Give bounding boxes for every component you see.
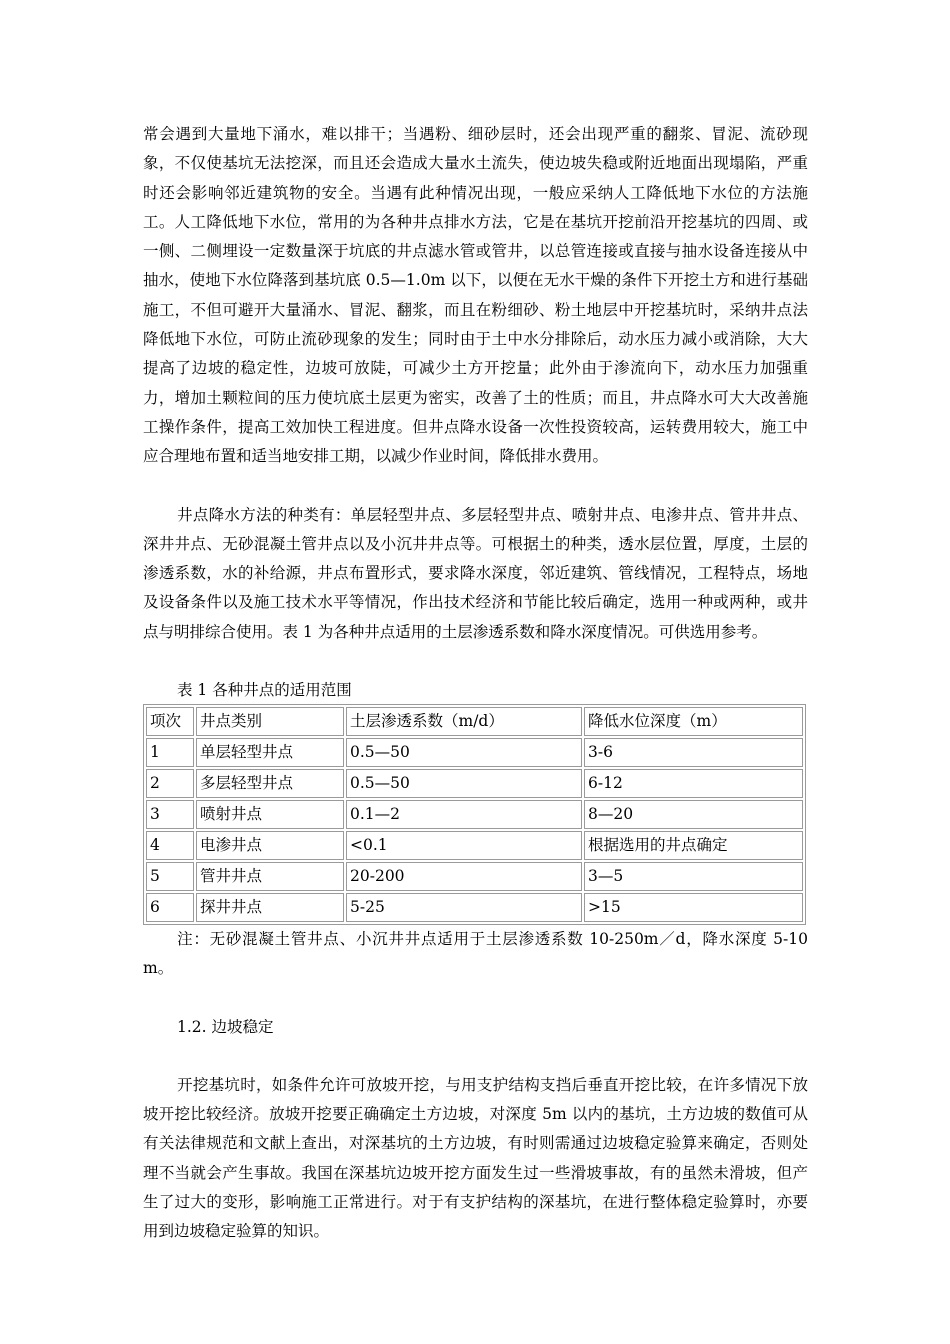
table-cell: 电渗井点 xyxy=(196,831,344,860)
table-cell: 管井井点 xyxy=(196,862,344,891)
table-cell: 3-6 xyxy=(584,738,803,767)
table-cell: 0.5—50 xyxy=(346,738,582,767)
paragraph-groundwater: 常会遇到大量地下涌水，难以排干；当遇粉、细砂层时，还会出现严重的翻浆、冒泥、流砂现象，不仅使基坑无法挖深，而且还会造成大量水土流失，使边坡失稳或附近地面出现塌陷，严重时还会影响邻近建筑物的安全。当遇有此种情况出现，一般应采纳人工降低地下水位的方法施工。人工降低地下水位，常用的为各种井点排水方法，它是在基坑开挖前沿开挖基坑的四周、或一侧、二侧埋设一定数量深于坑底的井点滤水管或管井，以总管连接或直接与抽水设备连接从中抽水，使地下水位降落到基坑底 0.5—1.0m 以下，以便在无水干燥的条件下开挖土方和进行基础施工，不但可避开大量涌水、冒泥、翻浆，而且在粉细砂、粉土地层中开挖基坑时，采纳井点法降低地下水位，可防止流砂现象的发生；同时由于土中水分排除后，动水压力减小或消除，大大提高了边坡的稳定性，边坡可放陡，可减少土方开挖量；此外由于渗流向下，动水压力加强重力，增加土颗粒间的压力使坑底土层更为密实，改善了土的性质；而且，井点降水可大大改善施工操作条件，提高工效加快工程进度。但井点降水设备一次性投资较高，运转费用较大，施工中应合理地布置和适当地安排工期，以减少作业时间，降低排水费用。 xyxy=(143,125,808,466)
table-caption: 表 1 各种井点的适用范围 xyxy=(177,681,352,700)
table-row xyxy=(146,893,803,922)
table-cell: <0.1 xyxy=(346,831,582,860)
table-cell: 单层轻型井点 xyxy=(196,738,344,767)
table-cell: 5 xyxy=(146,862,194,891)
spacer xyxy=(143,647,808,676)
header-cell-index: 项次 xyxy=(146,707,194,736)
table-cell: 3—5 xyxy=(584,862,803,891)
table-cell: 4 xyxy=(146,831,194,860)
paragraph-well-types: 井点降水方法的种类有：单层轻型井点、多层轻型井点、喷射井点、电渗井点、管井井点、深井井点、无砂混凝土管井点以及小沉井井点等。可根据土的种类，透水层位置，厚度，土层的渗透系数，水的补给源，井点布置形式，要求降水深度，邻近建筑、管线情况，工程特点，场地及设备条件以及施工技术水平等情况，作出技术经济和节能比较后确定，选用一种或两种，或井点与明排综合使用。表 1 为各种井点适用的土层渗透系数和降水深度情况。可供选用参考。 xyxy=(143,505,808,641)
table-cell: 0.5—50 xyxy=(346,769,582,798)
well-point-table xyxy=(143,704,806,925)
table-header-row xyxy=(146,707,803,736)
table-cell: 根据选用的井点确定 xyxy=(584,831,803,860)
spacer xyxy=(143,472,808,501)
table-cell: 6 xyxy=(146,893,194,922)
table-note: 注：无砂混凝土管井点、小沉井井点适用于土层渗透系数 10-250m／d，降水深度 5-10m。 xyxy=(143,930,808,978)
table-cell: 5-25 xyxy=(346,893,582,922)
section-heading: 1.2. 边坡稳定 xyxy=(177,1017,274,1036)
table-cell: 1 xyxy=(146,738,194,767)
header-cell-type: 井点类别 xyxy=(196,707,344,736)
table-cell: 3 xyxy=(146,800,194,829)
table-cell: 6-12 xyxy=(584,769,803,798)
table-cell: 0.1—2 xyxy=(346,800,582,829)
table-row xyxy=(146,769,803,798)
table-row xyxy=(146,738,803,767)
table-cell: 8—20 xyxy=(584,800,803,829)
table-row xyxy=(146,800,803,829)
table-cell: 多层轻型井点 xyxy=(196,769,344,798)
header-cell-permeability: 土层渗透系数（m/d） xyxy=(346,707,582,736)
spacer xyxy=(143,1042,808,1071)
table-cell: >15 xyxy=(584,893,803,922)
spacer xyxy=(143,984,808,1013)
paragraph-slope-stability: 开挖基坑时，如条件允许可放坡开挖，与用支护结构支挡后垂直开挖比较，在许多情况下放坡开挖比较经济。放坡开挖要正确确定土方边坡，对深度 5m 以内的基坑，土方边坡的数值可从有关法律规范和文献上查出，对深基坑的土方边坡，有时则需通过边坡稳定验算来确定，否则处理不当就会产生事故。我国在深基坑边坡开挖方面发生过一些滑坡事故，有的虽然未滑坡，但产生了过大的变形，影响施工正常进行。对于有支护结构的深基坑，在进行整体稳定验算时，亦要用到边坡稳定验算的知识。 xyxy=(143,1075,808,1241)
table-cell: 2 xyxy=(146,769,194,798)
table-cell: 喷射井点 xyxy=(196,800,344,829)
table-cell: 20-200 xyxy=(346,862,582,891)
table-row xyxy=(146,862,803,891)
table-cell: 探井井点 xyxy=(196,893,344,922)
document-page xyxy=(143,120,808,1246)
header-cell-depth: 降低水位深度（m） xyxy=(584,707,803,736)
table-row xyxy=(146,831,803,860)
